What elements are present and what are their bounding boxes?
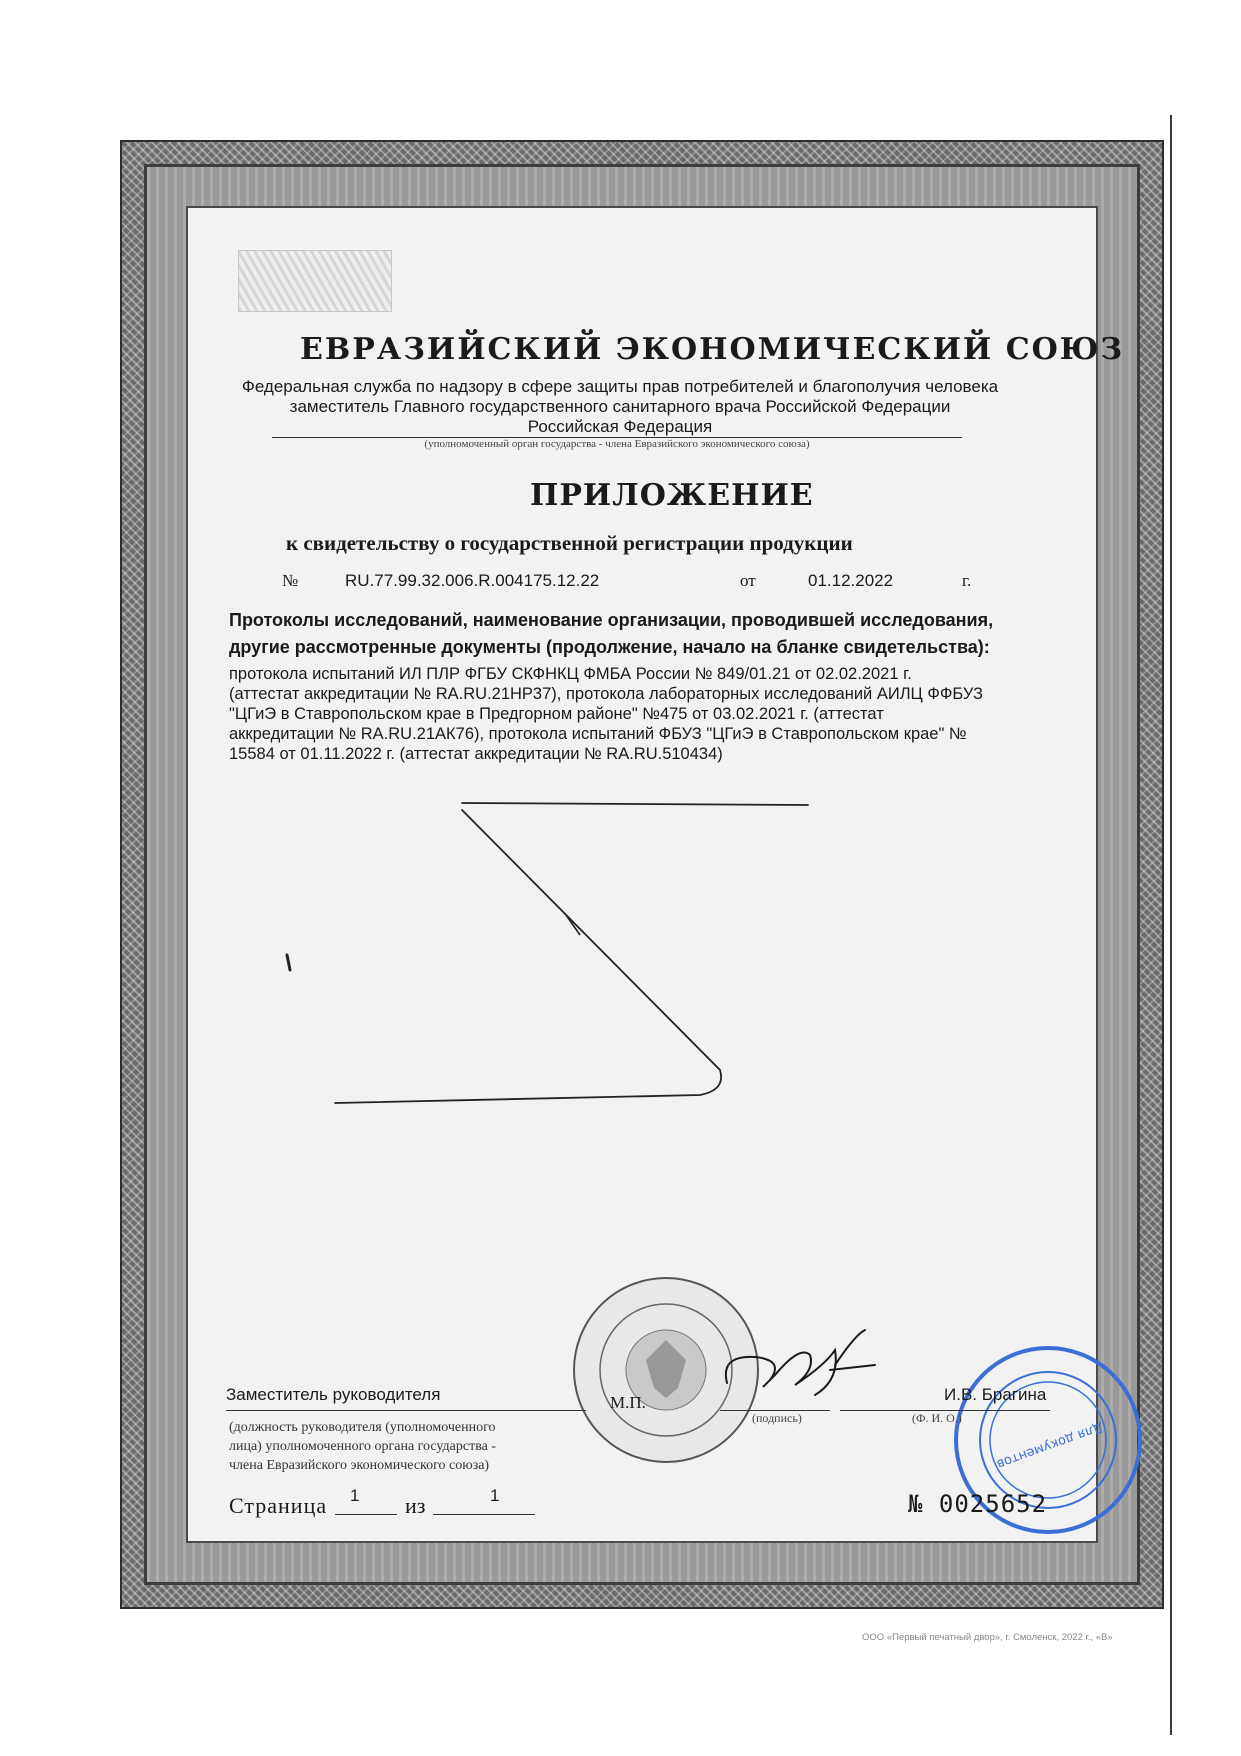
appendix-title: ПРИЛОЖЕНИЕ [530, 478, 814, 513]
authority-caption: (уполномоченный орган государства - члена Евразийского экономического союза) [424, 438, 810, 450]
certificate-year-suffix: г. [962, 571, 972, 590]
handwritten-signature [715, 1325, 885, 1405]
certificate-date-label: от [740, 571, 756, 590]
signatory-name: И.В. Брагина [944, 1385, 1047, 1404]
page-label: Страница [229, 1493, 328, 1518]
position-caption-line-1: (должность руководителя (уполномоченного [229, 1420, 496, 1435]
page-current: 1 [350, 1486, 360, 1505]
stamp-place-label: М.П. [610, 1393, 646, 1412]
authority-line-1: Федеральная служба по надзору в сфере защиты прав потребителей и благополучия человека [241, 377, 999, 396]
protocols-heading-line-2: другие рассмотренные документы (продолжение, начало на бланке свидетельства): [229, 637, 990, 657]
signature-caption: (подпись) [752, 1411, 802, 1425]
blue-stamp-center-text: Для документов [994, 1418, 1106, 1472]
page-separator: из [405, 1493, 426, 1518]
position-underline [226, 1410, 586, 1411]
signatory-position: Заместитель руководителя [226, 1385, 441, 1404]
position-caption-line-2: лица) уполномоченного органа государства - [229, 1439, 497, 1454]
certificate-subtitle: к свидетельству о государственной регистрации продукции [286, 531, 853, 555]
union-title: ЕВРАЗИЙСКИЙ ЭКОНОМИЧЕСКИЙ СОЮЗ [300, 332, 1124, 367]
form-number: № 0025652 [908, 1490, 1048, 1518]
protocols-body-line-4: аккредитации № RA.RU.21АК76), протокола испытаний ФБУЗ "ЦГиЭ в Ставропольском крае" № [229, 725, 967, 743]
page-total-underline [433, 1514, 535, 1515]
authority-line-2: заместитель Главного государственного санитарного врача Российской Федерации [289, 397, 951, 416]
printer-imprint: ООО «Первый печатный двор», г. Смоленск, 2022 г., «В» [862, 1632, 1113, 1643]
name-caption: (Ф. И. О.) [912, 1411, 962, 1425]
protocols-body-line-3: "ЦГиЭ в Ставропольском крае в Предгорном районе" №475 от 03.02.2021 г. (аттестат [229, 705, 884, 723]
protocols-heading-line-1: Протоколы исследований, наименование организации, проводившей исследования, [229, 610, 994, 630]
position-caption-line-3: члена Евразийского экономического союза) [229, 1458, 490, 1473]
certificate-number-label: № [282, 571, 299, 590]
certificate-number: RU.77.99.32.006.R.004175.12.22 [345, 571, 600, 590]
authority-line-3: Российская Федерация [527, 417, 713, 436]
page-current-underline [335, 1514, 397, 1515]
protocols-body-line-5: 15584 от 01.11.2022 г. (аттестат аккредитации № RA.RU.510434) [229, 745, 723, 763]
protocols-body-line-2: (аттестат аккредитации № RA.RU.21НР37), протокола лабораторных исследований АИЛЦ ФФБУЗ [229, 685, 983, 703]
page-total: 1 [490, 1486, 500, 1505]
protocols-body-line-1: протокола испытаний ИЛ ПЛР ФГБУ СКФНКЦ ФМБА России № 849/01.21 от 02.02.2021 г. [229, 665, 912, 683]
certificate-date: 01.12.2022 [808, 571, 894, 590]
